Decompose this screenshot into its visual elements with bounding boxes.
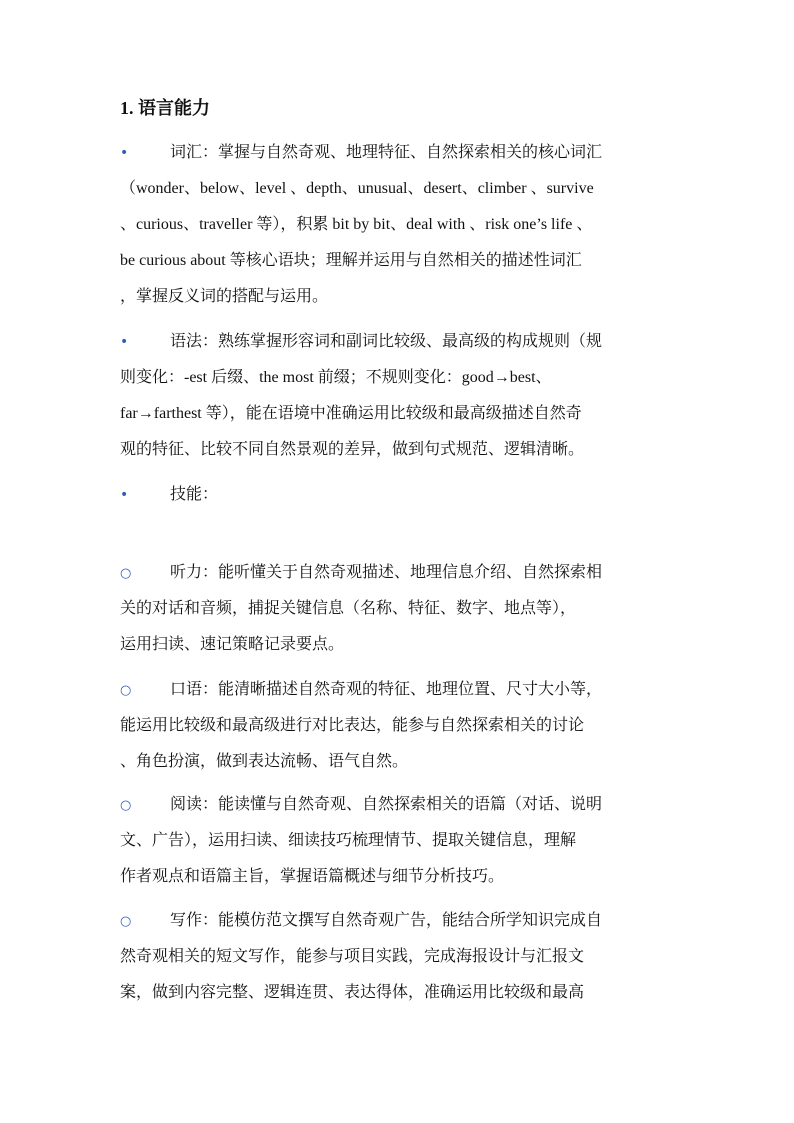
paragraph-line: 然奇观相关的短文写作，能参与项目实践，完成海报设计与汇报文 [120,948,585,965]
paragraph-line: 、curious、traveller 等），积累 bit by bit、deal with 、risk one’s life 、 [120,216,593,233]
paragraph-line: 案，做到内容完整、逻辑连贯、表达得体，准确运用比较级和最高 [120,984,585,1001]
list-item-vocabulary [120,135,680,315]
list-item-listening [120,555,680,663]
list-item-skills [120,477,680,513]
circle-bullet-icon: ○ [120,914,132,929]
circle-bullet-icon: ○ [120,798,132,813]
paragraph-line: far→farthest 等），能在语境中准确运用比较级和最高级描述自然奇 [120,405,582,422]
paragraph-line: 阅读：能读懂与自然奇观、自然探索相关的语篇（对话、说明 [170,796,603,813]
paragraph-line: 观的特征、比较不同自然景观的差异，做到句式规范、逻辑清晰。 [120,441,585,458]
bullet-icon: • [120,487,129,503]
paragraph-line: 文、广告），运用扫读、细读技巧梳理情节、提取关键信息，理解 [120,832,577,849]
paragraph-line: 写作：能模仿范文撰写自然奇观广告，能结合所学知识完成自 [170,912,603,929]
paragraph-line: （wonder、below、level 、depth、unusual、desert、climber 、survive [120,180,594,197]
paragraph-line: 关的对话和音频，捕捉关键信息（名称、特征、数字、地点等）， [120,600,577,617]
list-item-speaking [120,672,680,780]
bullet-icon: • [120,145,129,161]
list-item-reading [120,787,680,895]
paragraph-line: 语法：熟练掌握形容词和副词比较级、最高级的构成规则（规 [170,333,603,350]
paragraph-line: 听力：能听懂关于自然奇观描述、地理信息介绍、自然探索相 [170,564,603,581]
list-item-writing [120,903,680,1011]
circle-bullet-icon: ○ [120,683,132,698]
paragraph-line: 作者观点和语篇主旨，掌握语篇概述与细节分析技巧。 [120,868,505,885]
section-heading: 1. 语言能力 [120,98,210,118]
paragraph-line: ，掌握反义词的搭配与运用。 [120,288,329,305]
list-item-grammar [120,324,680,468]
paragraph-line: 口语：能清晰描述自然奇观的特征、地理位置、尺寸大小等， [170,681,603,698]
paragraph-line: 则变化：-est 后缀、the most 前缀；不规则变化：good→best、 [120,369,552,386]
paragraph-line: 技能： [170,486,219,503]
bullet-icon: • [120,334,129,350]
paragraph-line: 能运用比较级和最高级进行对比表达，能参与自然探索相关的讨论 [120,717,585,734]
paragraph-line: 运用扫读、速记策略记录要点。 [120,636,345,653]
paragraph-line: 、角色扮演，做到表达流畅、语气自然。 [120,753,409,770]
paragraph-line: be curious about 等核心语块；理解并运用与自然相关的描述性词汇 [120,252,582,269]
paragraph-line: 词汇：掌握与自然奇观、地理特征、自然探索相关的核心词汇 [170,144,603,161]
circle-bullet-icon: ○ [120,566,132,581]
